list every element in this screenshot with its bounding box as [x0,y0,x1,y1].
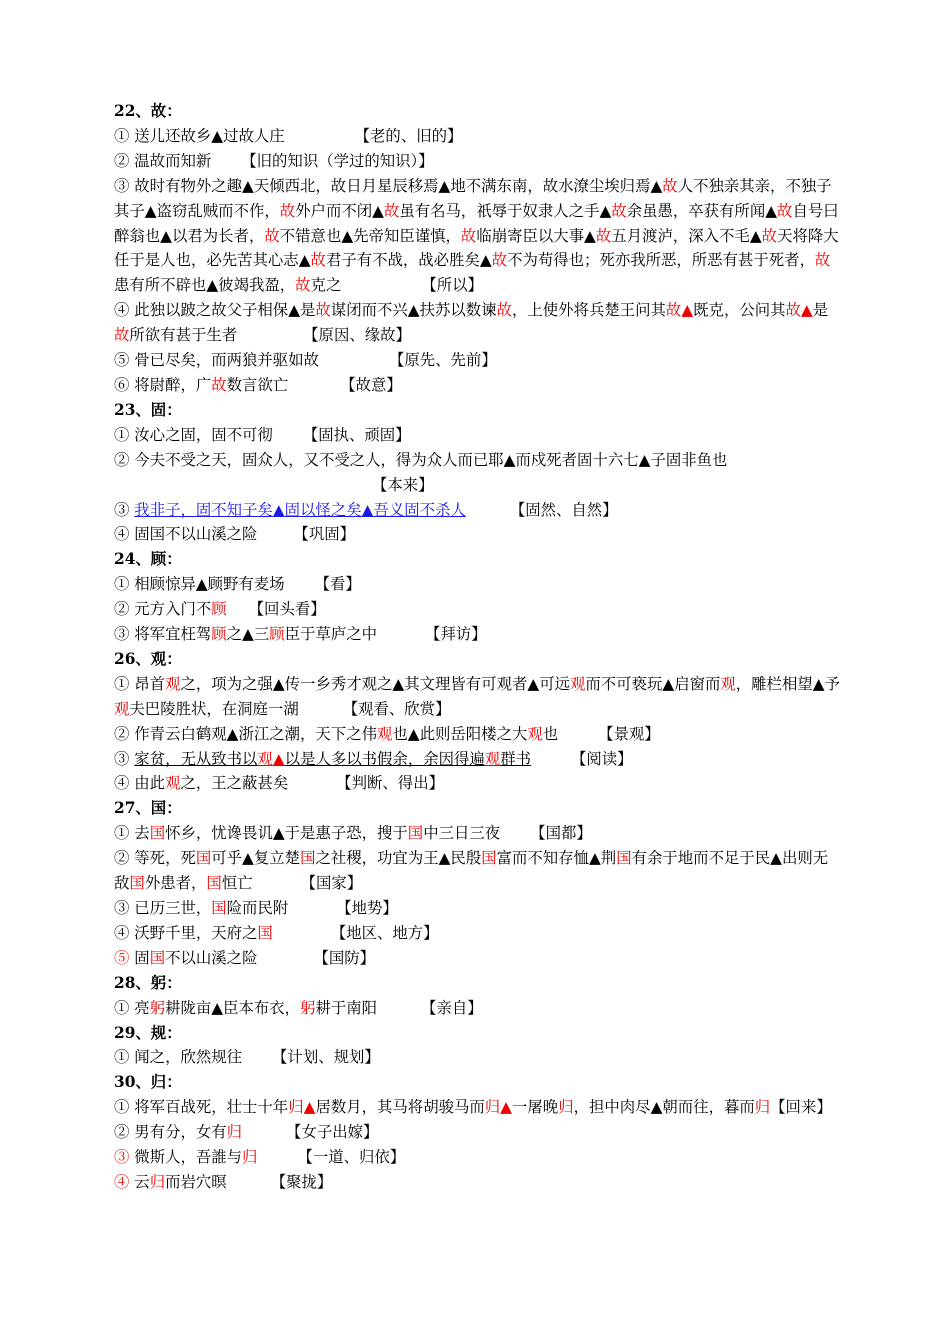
definition-line [114,1145,840,1170]
example-text: 观 [376,724,393,743]
example-text: 故 [279,201,296,220]
meaning-label: 【女子出嫁】 [286,1123,379,1142]
example-text: ▲ [500,1098,513,1117]
example-text: ，担中肉尽▲朝而往，暮而 [573,1098,755,1117]
example-text: ④ 由此 [114,774,166,793]
example-text: 君子有不战，战必胜矣▲ [325,251,492,270]
example-text: 顾 [211,600,227,619]
example-text: ⑥ 将尉醉，广 [114,375,212,394]
example-text: 固以怪之矣 [284,500,362,519]
example-text: 国 [149,824,166,843]
definition-line [114,946,840,971]
example-text: ① 将军百战死，壮士十年 [114,1098,289,1117]
example-text: 归 [242,1148,258,1167]
definition-line [114,174,840,299]
example-text: 故 [310,251,326,270]
example-text: 躬 [149,998,166,1017]
example-text: ▲ [303,1098,316,1117]
example-text: 不错意也▲先帝知臣谨慎， [279,226,461,245]
example-text: 观 [569,674,586,693]
example-text: 故 [496,301,512,320]
example-text: ④ 此独以跛之故父子相保▲是 [114,301,316,320]
example-text: ② 温故而知新 [114,151,212,170]
example-text: 国 [206,874,222,893]
meaning-label: 【观看、欣赏】 [342,699,451,718]
meaning-label: 【聚拢】 [270,1172,333,1191]
definition-line [114,821,840,846]
example-text: 故 [611,201,627,220]
example-text: 故 [211,375,227,394]
example-text: 归 [754,1098,771,1117]
example-text: 归 [558,1098,574,1117]
example-text: 患有所不辟也▲彼竭我盈， [114,276,296,295]
example-text: 人不独亲其亲，不独子其子▲盗窃乱贼而不作， [114,176,832,220]
definition-line [114,846,840,896]
example-text: 故 [761,226,778,245]
example-text: 家贫，无从致书以 [134,749,258,768]
meaning-label: 【国都】 [530,824,592,843]
example-text: 谋闭而不兴▲扶苏以数谏 [330,301,497,320]
meaning-label: 【故意】 [340,375,402,394]
definition-line [114,896,840,921]
entry-heading: 30、归： [114,1073,182,1092]
example-text: ③ 故时有物外之趣▲天倾西北，故日月星辰移焉▲地不满东南，故水潦尘埃归焉▲ [114,176,663,195]
example-text: 国 [407,824,424,843]
example-text: ⑤ [114,948,130,967]
example-text: 故 [295,276,311,295]
example-text: ① 闻之，欣然规往 [114,1048,243,1067]
definition-line [114,473,840,498]
example-text: ② 等死，死 [114,849,196,868]
meaning-label: 【国家】 [300,874,363,893]
example-text: 国 [616,849,632,868]
meaning-label: 【判断、得出】 [336,774,444,793]
example-text: 故 [114,326,130,345]
definition-line [114,1045,840,1070]
entry-heading: 22、故： [114,102,182,120]
example-text: ① 去 [114,824,150,843]
example-text: ▲ [361,500,374,519]
example-text: 富而不知存恤▲荆 [496,849,617,868]
entry-heading: 27、国： [114,799,182,818]
meaning-label: 【阅读】 [570,749,633,768]
example-text: ④ 固国不以山溪之险 [114,525,258,544]
example-text: 故 [491,251,508,270]
example-text: 归 [484,1098,501,1117]
example-text: 是 [812,301,829,320]
example-text: 故 [460,226,477,245]
example-text: 固 [129,948,150,967]
example-text: ③ [114,749,135,768]
example-text: ③ [114,500,135,519]
definition-line [114,522,840,547]
example-text: 观 [165,774,181,793]
example-text: 天将降大任于是人也，必先苦其心志▲ [114,226,839,270]
example-text: 可乎▲复立楚 [211,849,301,868]
example-text: 也▲此则岳阳楼之大 [392,724,528,743]
example-text: 也 [542,724,559,743]
definition-line [114,1170,840,1195]
definition-line [114,921,840,946]
example-text: 故 [785,301,801,320]
example-text: 有余于地而不足于民▲出则无敌 [114,849,829,893]
example-text: 外患者， [144,874,207,893]
example-text: ① 送儿还故乡▲过故人庄 [114,126,285,145]
example-text: 观 [165,674,181,693]
example-text: 国 [481,849,497,868]
example-text: 克之 [310,276,342,295]
entry-heading: 26、观： [114,649,182,668]
example-text: 观 [720,674,736,693]
definition-line [114,572,840,597]
example-text: 之社稷，功宜为王▲民殷 [315,849,482,868]
definition-line [114,672,840,722]
example-text: 居数月，其马将胡骏马而 [315,1098,485,1117]
example-text: 观 [114,699,130,718]
example-text: 自号曰醉翁也▲以君为长者， [114,201,839,245]
example-text: ② 元方入门不 [114,600,212,619]
example-text: 国 [257,923,273,942]
example-text: 险而民附 [226,899,289,917]
definition-line [114,996,840,1021]
meaning-label: 【地区、地方】 [330,923,439,942]
example-text: ④ [114,1172,130,1191]
example-text: 云 [129,1172,150,1191]
meaning-label: 【拜访】 [425,625,487,644]
example-text: ▲ [272,749,285,768]
example-text: 以是人多以书假余，余因得遍 [284,749,485,768]
meaning-label: 【回头看】 [248,600,326,619]
example-text: 五月渡泸，深入不毛▲ [611,226,762,245]
meaning-label: 【一道、归依】 [297,1148,406,1167]
example-text: 怀乡，忧谗畏讥▲于是惠子恐，搜于 [165,824,408,843]
definition-line [114,423,840,448]
example-text: 所欲有甚于生者 [129,326,238,345]
example-text: 群书 [500,749,531,768]
example-text: 之，项为之强▲传一乡秀才观之▲其文理皆有可观者▲可远 [180,674,570,693]
meaning-label: 【亲自】 [421,998,483,1017]
example-text: ③ 已历三世， [114,899,212,917]
definition-line [114,124,840,149]
example-text: 国 [300,849,316,868]
example-text: 临崩寄臣以大事▲ [476,226,596,245]
meaning-label: 【回来】 [770,1098,832,1117]
example-text: 故 [777,201,793,220]
example-text: 而岩穴暝 [165,1172,227,1191]
example-text: 余虽愚，卒获有所闻▲ [626,201,778,220]
example-text: ⑤ 骨已尽矣，而两狼并驱如故 [114,351,319,370]
example-text: 之，王之蔽甚矣 [180,774,289,793]
entry-heading: 29、规： [114,1023,182,1042]
example-text: ② 今夫不受之天，固众人，又不受之人，得为众人而已耶▲而戍死者固十六七▲子固非鱼也 [114,450,728,469]
example-text: 臣于草庐之中 [284,625,378,644]
meaning-label: 【固执、顽固】 [302,425,411,444]
example-text: 故 [662,176,678,195]
definition-line [114,149,840,174]
definition-line [114,747,840,772]
example-text: 观 [527,724,543,743]
definition-line [114,622,840,647]
example-text: 归 [288,1098,304,1117]
example-text: 一屠晚 [512,1098,559,1117]
definition-line [114,722,840,747]
example-text: 躬 [300,998,316,1017]
meaning-label: 【计划、规划】 [272,1048,380,1067]
example-text: 不以山溪之险 [165,948,258,967]
example-text: 顾 [269,625,285,644]
meaning-label: 【老的、旧的】 [354,126,463,145]
definition-line [114,498,840,523]
example-text: 国 [129,874,145,893]
example-text: ② 男有分，女有 [114,1123,227,1142]
example-text: 观 [257,749,273,768]
example-text: ① 昂首 [114,674,166,693]
example-text: 顾 [211,625,227,644]
meaning-label: 【固然、自然】 [509,500,618,519]
example-text: 故 [814,251,831,270]
example-text: 故 [264,226,280,245]
example-text: ，雕栏相望▲予 [735,674,840,693]
definition-line [114,448,840,473]
entry-heading: 23、固： [114,400,182,419]
definition-line [114,597,840,622]
definition-line [114,1120,840,1145]
example-text: 故 [315,301,331,320]
definition-line [114,1095,840,1120]
example-text: 微斯人，吾誰与 [129,1148,243,1167]
example-text: 耕陇亩▲臣本布衣， [165,998,301,1017]
example-text: 归 [149,1172,166,1191]
definition-line [114,373,840,398]
example-text: ▲ [681,301,694,320]
example-text: 观 [484,749,501,768]
meaning-label: 【原先、先前】 [388,351,497,370]
example-text: 恒亡 [221,874,253,893]
example-text: 数言欲亡 [226,375,289,394]
meaning-label: 【原因、缘故】 [303,326,411,345]
example-text: 归 [226,1123,243,1142]
example-text: ▲ [272,500,285,519]
example-text: 吾义固不杀人 [373,500,466,519]
meaning-label: 【景观】 [598,724,660,743]
example-text: 而不可亵玩▲启窗而 [585,674,721,693]
entry-heading: 28、躬： [114,973,182,992]
definition-line [114,771,840,796]
meaning-label: 【国防】 [313,948,376,967]
meaning-label: 【地势】 [336,899,398,917]
example-text: 夫巴陵胜状，在洞庭一湖 [129,699,299,718]
example-text: 国 [211,899,227,917]
example-text: 虽有名马，祇辱于奴隶人之手▲ [399,201,612,220]
example-text: 中三日三夜 [423,824,501,843]
definition-line [114,298,840,348]
example-text: ▲ [800,301,813,320]
example-text: 我非子，固不知子矣 [134,500,273,519]
meaning-label: 【看】 [314,575,361,594]
example-text: ① 相顾惊异▲顾野有麦场 [114,575,285,594]
example-text: 耕于南阳 [315,998,378,1017]
example-text: 故 [383,201,400,220]
example-text: 之▲三 [226,625,270,644]
entry-heading: 24、顾： [114,550,182,569]
example-text: ③ 将军宜枉驾 [114,625,212,644]
meaning-label: 【巩固】 [293,525,355,544]
example-text: ① 汝心之固，固不可彻 [114,425,273,444]
example-text: 国 [149,948,166,967]
example-text: 外户而不闭▲ [295,201,384,220]
definition-line [114,348,840,373]
example-text: ③ [114,1148,130,1167]
meaning-label: 【旧的知识（学过的知识）】 [241,151,434,170]
document-body [114,99,840,1195]
example-text: 故 [665,301,682,320]
example-text: 故 [595,226,612,245]
example-text: ① 亮 [114,998,150,1017]
example-text: 不为苟得也；死亦我所恶，所恶有甚于死者， [507,251,815,270]
example-text: ，上使外将兵楚王问其 [511,301,666,320]
example-text: 既克，公问其 [693,301,786,320]
meaning-label: 【本来】 [372,475,434,494]
example-text: ④ 沃野千里，天府之 [114,923,258,942]
meaning-label: 【所以】 [421,276,483,295]
example-text: ② 作青云白鹤观▲浙江之潮，天下之伟 [114,724,377,743]
example-text: 国 [195,849,212,868]
